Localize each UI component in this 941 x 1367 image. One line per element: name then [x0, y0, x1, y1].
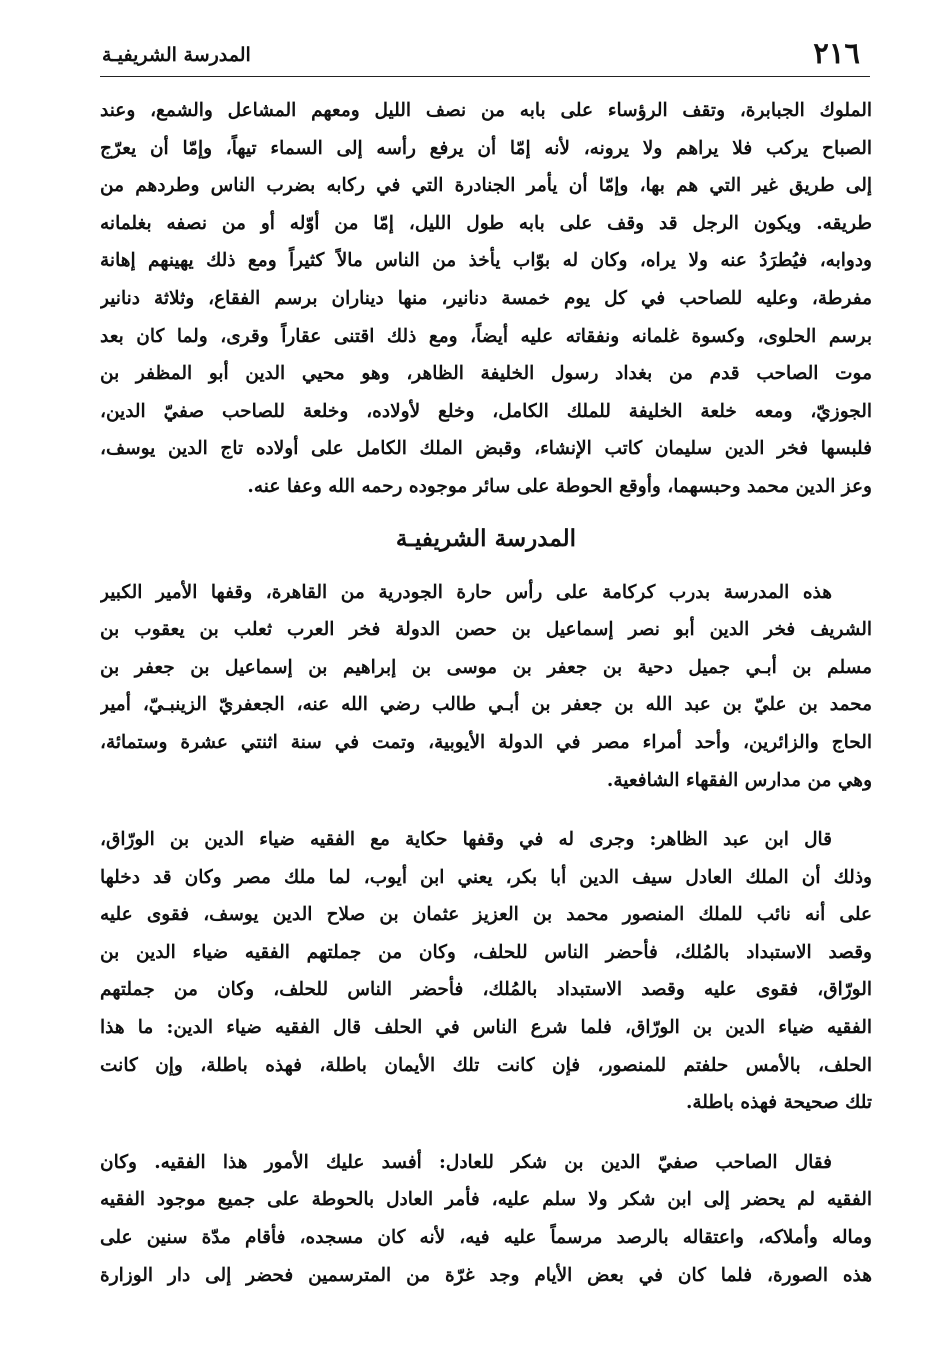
text-line: إلى طريق غير التي هم بها، وإمّا أن يأمر الجنادرة التي في ركابه بضرب الناس وطردهم من [100, 175, 872, 197]
text-line: مفرطة، وعليه للصاحب في كل يوم خمسة دنانير، منها ديناران برسم الفقاع، وثلاثة دنانير [100, 287, 872, 309]
text-line: وذلك أن الملك العادل سيف الدين أبا بكر، يعني ابن أيوب، لما ملك مصر وكان قد دخلها [100, 866, 872, 888]
text-line: الملوك الجبابرة، وتقف الرؤساء على بابه من نصف الليل ومعهم المشاعل والشمع، وعند [100, 100, 872, 121]
text-line: وعز الدين محمد وحبسهما، وأوقع الحوطة على سائر موجوده رحمه الله وعفا عنه. [247, 475, 872, 497]
text-line: الشريف فخر الدين أبو نصر إسماعيل بن حصن الدولة فخر العرب ثعلب بن يعقوب بن [100, 619, 872, 641]
section-heading: المدرسة الشريفيـة [395, 524, 577, 552]
text-line: على أنه نائب للملك المنصور محمد بن العزيز عثمان بن صلاح الدين يوسف، فقوى عليه [100, 904, 872, 926]
text-line: موت الصاحب قدم من بغداد رسول الخليفة الظاهر، وهو محيي الدين أبو المظفر بن [100, 363, 872, 385]
text-line: طريقه. ويكون الرجل قد وقف على بابه طول الليل، إمّا من أوّله أو من نصفه بغلمانه [100, 212, 872, 234]
text-line: قال ابن عبد الظاهر: وجرى له في وقفها حكاية مع الفقيه ضياء الدين بن الورّاق، [100, 829, 832, 851]
paragraph-gap [100, 1122, 872, 1144]
text-line: الورّاق، فقوى عليه وقصد الاستبداد بالمُلك، فأحضر الناس للحلف، وكان من جملتهم [100, 979, 872, 1001]
paragraph-gap [100, 799, 872, 821]
running-title: المدرسة الشريفيـة [102, 44, 251, 66]
body-text [100, 92, 872, 1294]
text-line: فقال الصاحب صفيّ الدين بن شكر للعادل: أفسد عليك الأمور هذا الفقيه. وكان [100, 1151, 832, 1173]
page-number: ٢١٦ [813, 36, 860, 70]
text-line: تلك صحيحة فهذه باطلة. [685, 1092, 872, 1114]
text-line: الجوزيّ، ومعه خلعة الخليفة للملك الكامل، وخلع لأولاده، وخلعة للصاحب صفيّ الدين، [100, 400, 872, 422]
paragraph-2 [100, 574, 872, 800]
text-line: وهي من مدارس الفقهاء الشافعية. [606, 769, 872, 791]
paragraph-4 [100, 1144, 872, 1294]
text-line: هذه الصورة، فلما كان في بعض الأيام وجد غرّة من المترسمين فحضر إلى دار الوزارة [100, 1264, 872, 1286]
text-line: الصباح يركب فلا يراهم ولا يرونه، لأنه إمّا أن يرفع رأسه إلى السماء تيهاً، وإمّا أن يعرّج [100, 137, 872, 159]
text-line: مسلم بن أبـي جميل دحية بن جعفر بن موسى بن إبراهيم بن إسماعيل بن جعفر بن [100, 656, 872, 678]
text-line: محمد بن عليّ بن عبد الله بن جعفر بن أبـي طالب رضي الله عنه، الجعفريّ الزينبـيّ، أمير [100, 694, 872, 716]
text-line: فلبسها فخر الدين سليمان كاتب الإنشاء، وقبض الملك الكامل على أولاده تاج الدين يوسف، [100, 438, 872, 460]
text-line: وماله وأملاكه، واعتقاله بالرصد مرسماً عليه فيه، لأنه كان مسجده، فأقام مدّة سنين على [100, 1227, 872, 1249]
text-line: ودوابه، فيُطرَدُ عنه ولا يراه، وكان له بوّاب يأخذ من الناس مالاً كثيراً ومع ذلك يهينهم إهانة [100, 250, 872, 272]
text-line: الفقيه ضياء الدين بن الورّاق، فلما شرع الناس في الحلف قال الفقيه ضياء الدين: ما هذا [100, 1017, 872, 1039]
text-line: الحاج والزائرين، وأحد أمراء مصر في الدولة الأيوبية، وتمت في سنة اثنتي عشرة وستمائة، [100, 731, 872, 753]
text-line: وقصد الاستبداد بالمُلك، فأحضر الناس للحلف، وكان من جملتهم الفقيه ضياء الدين بن [100, 941, 872, 963]
text-line: الحلف، بالأمس حلفتم للمنصور، فإن كانت تلك الأيمان باطلة، فهذه باطلة، وإن كانت [100, 1054, 872, 1076]
text-line: برسم الحلوى، وكسوة غلمانه ونفقاته عليه أيضاً، ومع ذلك اقتنى عقاراً وقرى، ولما كان بعد [100, 325, 872, 347]
text-line: هذه المدرسة بدرب كركامة على رأس حارة الجودرية من القاهرة، وقفها الأمير الكبير [100, 581, 832, 603]
page-header [100, 34, 870, 77]
text-line: الفقيه لم يحضر إلى ابن شكر ولا سلم عليه، فأمر العادل بالحوطة على جميع موجود الفقيه [100, 1189, 872, 1211]
paragraph-1 [100, 92, 872, 506]
paragraph-3 [100, 821, 872, 1122]
